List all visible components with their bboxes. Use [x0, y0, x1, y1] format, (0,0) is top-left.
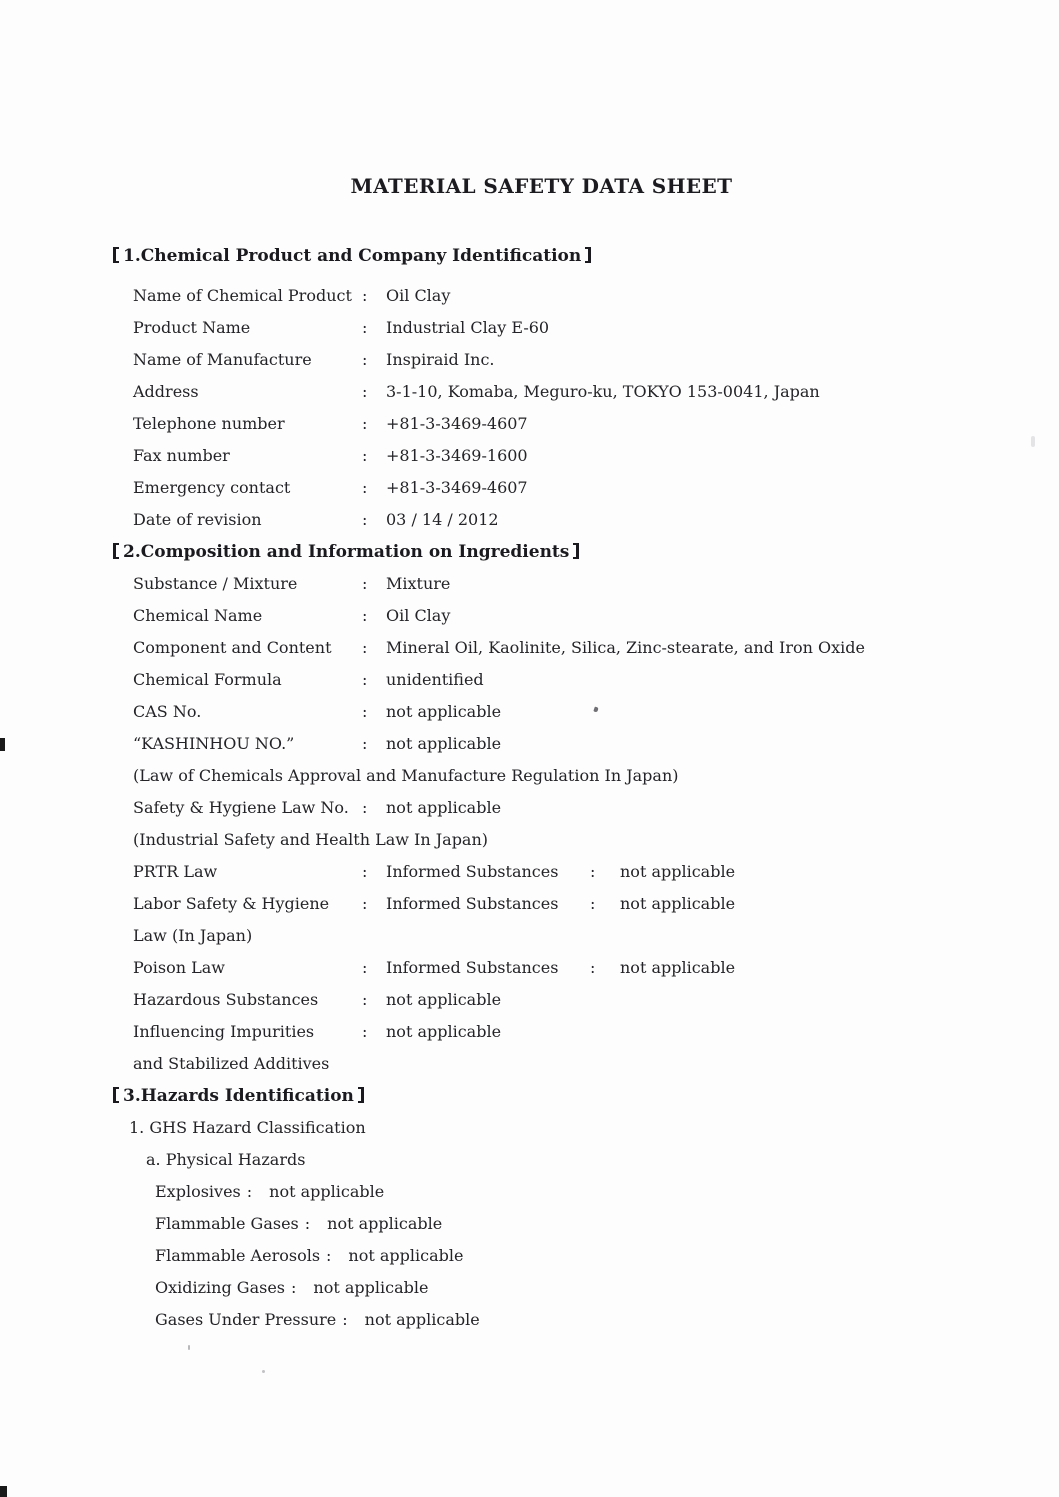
- field-label: Address: [133, 382, 199, 401]
- field-value: +81-3-3469-1600: [386, 446, 528, 465]
- field-row-revision-date: [133, 504, 1039, 536]
- hazard-value: not applicable: [364, 1310, 480, 1329]
- hazard-colon: :: [291, 1278, 297, 1297]
- hazard-label: Flammable Gases: [155, 1214, 299, 1233]
- informed-substances-label: Informed Substances: [386, 894, 559, 913]
- field-colon: :: [362, 318, 368, 337]
- scan-artifact-edge-mark: [0, 738, 5, 751]
- section-1-heading: [113, 240, 1039, 272]
- hazard-colon: :: [304, 1214, 311, 1233]
- field-row-substance-mixture: [133, 568, 1039, 600]
- field-row-cas-no: [133, 696, 1039, 728]
- field-value: 3-1-10, Komaba, Meguro-ku, TOKYO 153-0041, Japan: [386, 382, 820, 401]
- field-colon: :: [362, 286, 368, 305]
- field-value: not applicable: [386, 1022, 502, 1041]
- lenticular-bracket-right: [358, 1087, 364, 1103]
- hazard-value: not applicable: [269, 1182, 385, 1201]
- field-value: +81-3-3469-4607: [386, 414, 528, 433]
- field-colon: :: [362, 574, 368, 593]
- field-label: Fax number: [133, 446, 230, 465]
- field-label: Chemical Formula: [133, 670, 282, 689]
- field-value: 03 / 14 / 2012: [386, 510, 499, 529]
- hazard-item-oxidizing-gases: [155, 1272, 1039, 1304]
- field-label: CAS No.: [133, 702, 202, 721]
- hazard-value: not applicable: [327, 1214, 443, 1233]
- field-colon: :: [362, 478, 368, 497]
- section-2-heading-text: 2.Composition and Information on Ingredients: [123, 542, 570, 562]
- hazard-value: not applicable: [313, 1278, 429, 1297]
- field-row-prtr-law: [133, 856, 1039, 888]
- field-row-hazardous-substances: [133, 984, 1039, 1016]
- hazard-item-gases-under-pressure: [155, 1304, 1039, 1336]
- hazard-label: Flammable Aerosols: [155, 1246, 321, 1265]
- field-label: Emergency contact: [133, 478, 291, 497]
- field-label: Chemical Name: [133, 606, 263, 625]
- hazard-colon: :: [342, 1310, 348, 1329]
- informed-substances-label: Informed Substances: [386, 862, 559, 881]
- lenticular-bracket-left: [113, 1087, 119, 1103]
- field-label: Name of Manufacture: [133, 350, 312, 369]
- section-1-heading-text: 1.Chemical Product and Company Identification: [123, 246, 582, 266]
- field-label: “KASHINHOU NO.”: [133, 734, 295, 753]
- field-label: Substance / Mixture: [133, 574, 298, 593]
- field-row-labor-safety-hygiene: [133, 888, 1039, 920]
- field-value: not applicable: [620, 958, 736, 977]
- field-label: Safety & Hygiene Law No.: [133, 798, 349, 817]
- scan-artifact-corner-mark: [0, 1486, 7, 1497]
- field-label: Telephone number: [133, 414, 285, 433]
- field-value: not applicable: [386, 734, 502, 753]
- scan-speck: [188, 1345, 190, 1350]
- hazard-label: Oxidizing Gases: [155, 1278, 286, 1297]
- hazard-item-explosives: [155, 1176, 1039, 1208]
- field-value: Inspiraid Inc.: [386, 350, 495, 369]
- field-row-chemical-name: [133, 600, 1039, 632]
- field-colon: :: [362, 510, 368, 529]
- note-industrial-safety-law: (Industrial Safety and Health Law In Japan): [133, 830, 489, 849]
- field-row-chemical-product: [133, 280, 1039, 312]
- field-colon: :: [362, 606, 368, 625]
- field-value: not applicable: [386, 702, 502, 721]
- field-row-component-content: [133, 632, 1039, 664]
- field-row-influencing-impurities: [133, 1016, 1039, 1048]
- field-row-product-name: [133, 312, 1039, 344]
- field-value: Industrial Clay E-60: [386, 318, 550, 337]
- field-value: +81-3-3469-4607: [386, 478, 528, 497]
- hazard-item-flammable-aerosols: [155, 1240, 1039, 1272]
- note-law-of-chemicals: (Law of Chemicals Approval and Manufacture Regulation In Japan): [133, 766, 679, 785]
- field-colon: :: [362, 958, 368, 977]
- field-label: Name of Chemical Product: [133, 286, 352, 305]
- field-colon: :: [362, 862, 368, 881]
- field-row-safety-hygiene-law-no: [133, 792, 1039, 824]
- field-label: PRTR Law: [133, 862, 218, 881]
- field-value: Oil Clay: [386, 606, 451, 625]
- field-colon: :: [362, 446, 368, 465]
- field-label: Component and Content: [133, 638, 332, 657]
- field-label: Hazardous Substances: [133, 990, 319, 1009]
- field-label: Influencing Impurities: [133, 1022, 315, 1041]
- lenticular-bracket-left: [113, 543, 119, 559]
- field-label: Product Name: [133, 318, 251, 337]
- subheading-physical-hazards: a. Physical Hazards: [146, 1150, 306, 1169]
- scan-speck: [262, 1370, 265, 1373]
- field-colon: :: [362, 414, 368, 433]
- field-row-emergency: [133, 472, 1039, 504]
- field-value: Oil Clay: [386, 286, 451, 305]
- scan-speck: [1031, 436, 1035, 447]
- field-row-telephone: [133, 408, 1039, 440]
- field-value: not applicable: [620, 894, 736, 913]
- field-row-kashinhou-no: [133, 728, 1039, 760]
- field-colon: :: [362, 798, 368, 817]
- field-colon: :: [362, 702, 368, 721]
- note-law-in-japan: Law (In Japan): [133, 926, 253, 945]
- field-value: Mineral Oil, Kaolinite, Silica, Zinc-stearate, and Iron Oxide: [386, 638, 865, 657]
- informed-substances-label: Informed Substances: [386, 958, 559, 977]
- lenticular-bracket-right: [585, 247, 591, 263]
- lenticular-bracket-right: [573, 543, 579, 559]
- field-colon: :: [362, 638, 368, 657]
- field-colon: :: [590, 862, 596, 881]
- hazard-item-flammable-gases: [155, 1208, 1039, 1240]
- document-title: MATERIAL SAFETY DATA SHEET: [350, 174, 733, 198]
- field-colon: :: [362, 990, 368, 1009]
- field-colon: :: [362, 1022, 368, 1041]
- hazard-colon: :: [326, 1246, 332, 1265]
- field-label: Poison Law: [133, 958, 225, 977]
- field-row-poison-law: [133, 952, 1039, 984]
- section-2-heading: [113, 536, 1039, 568]
- field-value: not applicable: [386, 798, 502, 817]
- field-value: unidentified: [386, 670, 484, 689]
- field-value: Mixture: [386, 574, 451, 593]
- section-3-heading: [113, 1080, 1039, 1112]
- field-label: Date of revision: [133, 510, 262, 529]
- hazard-label: Gases Under Pressure: [155, 1310, 337, 1329]
- field-colon: :: [362, 734, 368, 753]
- field-row-chemical-formula: [133, 664, 1039, 696]
- field-label: Labor Safety & Hygiene: [133, 894, 330, 913]
- field-colon: :: [362, 382, 368, 401]
- field-colon: :: [590, 894, 596, 913]
- field-value: not applicable: [386, 990, 502, 1009]
- section-3-heading-text: 3.Hazards Identification: [123, 1086, 354, 1106]
- lenticular-bracket-left: [113, 247, 119, 263]
- field-value: not applicable: [620, 862, 736, 881]
- field-colon: :: [362, 350, 368, 369]
- field-row-manufacture: [133, 344, 1039, 376]
- field-colon: :: [362, 894, 368, 913]
- field-colon: :: [362, 670, 368, 689]
- field-row-fax: [133, 440, 1039, 472]
- hazard-label: Explosives: [155, 1182, 241, 1201]
- subheading-ghs-hazard-classification: 1. GHS Hazard Classification: [129, 1118, 366, 1137]
- note-stabilized-additives: and Stabilized Additives: [133, 1054, 330, 1073]
- field-colon: :: [590, 958, 596, 977]
- hazard-colon: :: [246, 1182, 253, 1201]
- field-row-address: [133, 376, 1039, 408]
- hazard-value: not applicable: [348, 1246, 464, 1265]
- document-body: [123, 240, 1039, 1336]
